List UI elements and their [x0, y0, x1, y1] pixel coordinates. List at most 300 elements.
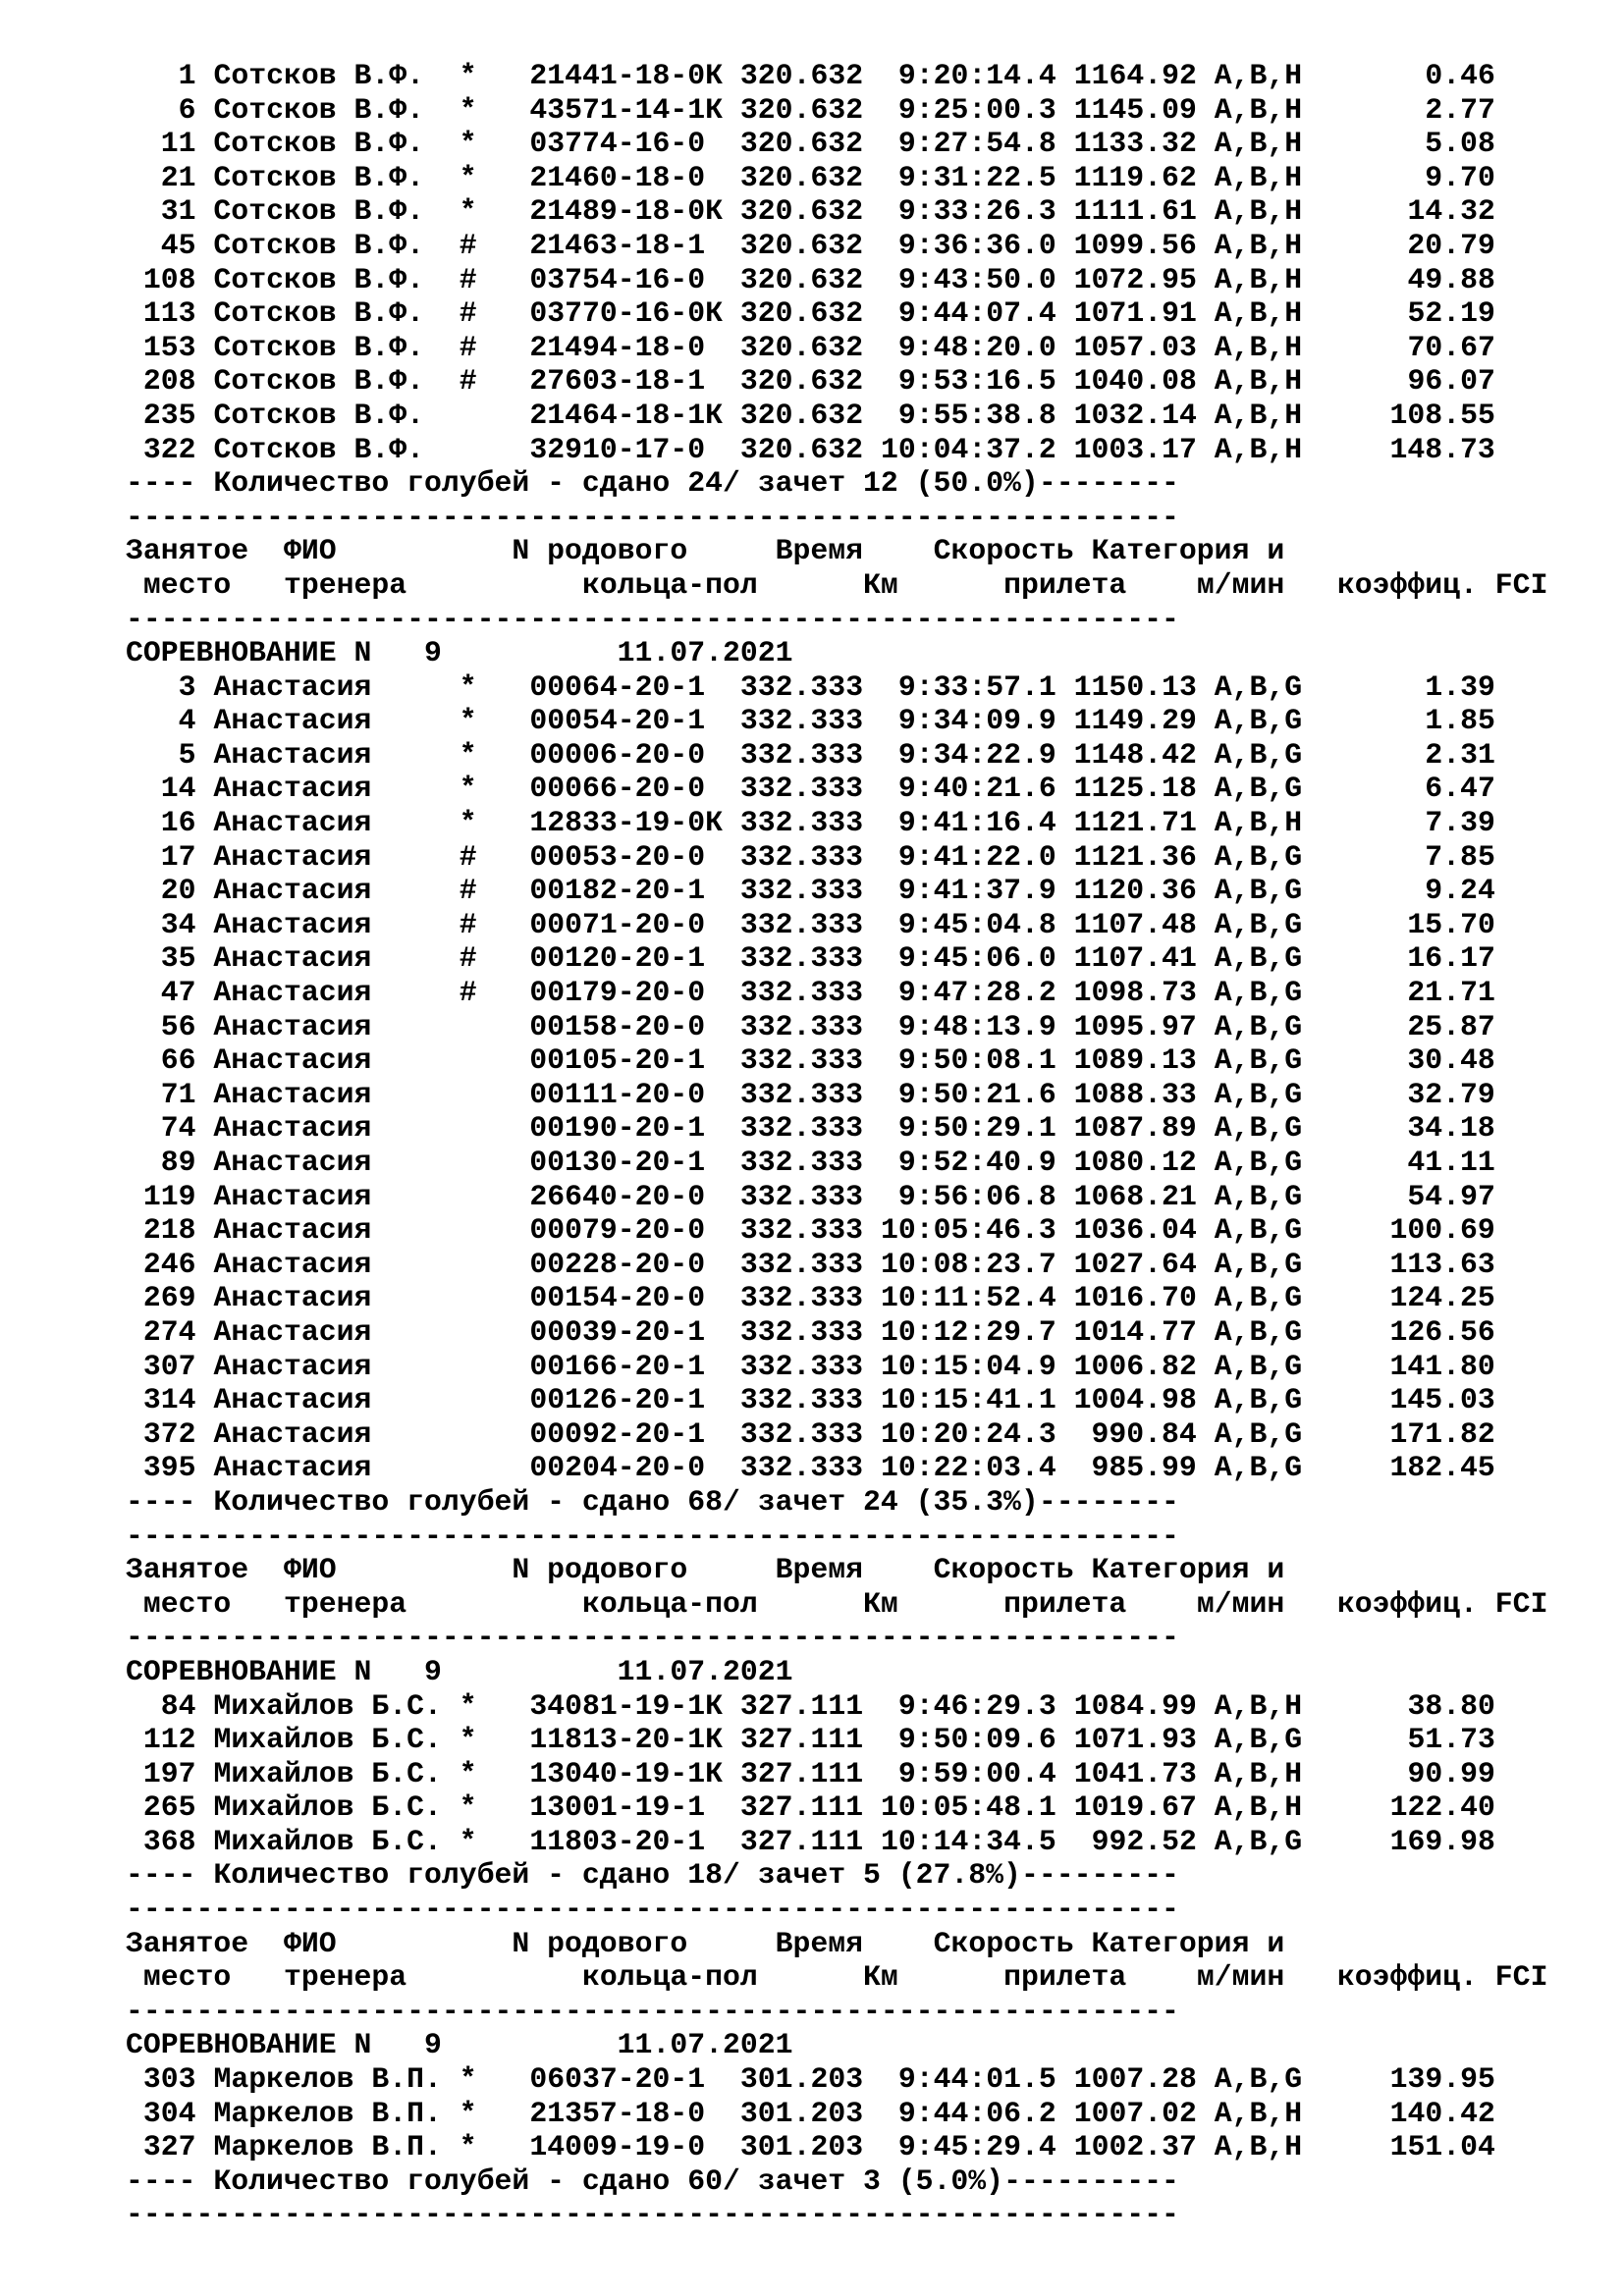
pad	[1056, 941, 1074, 975]
place: 14	[160, 772, 196, 806]
header-name: ФИО	[283, 534, 337, 568]
header-ring-2: кольца-пол	[581, 1586, 758, 1621]
pad	[863, 1213, 881, 1247]
trainer-name: Сотсков В.Ф.	[213, 364, 425, 399]
pad	[863, 941, 898, 975]
category: A,B,G	[1214, 737, 1303, 772]
gap	[196, 1281, 214, 1314]
pad	[126, 908, 161, 941]
gap	[1197, 1043, 1215, 1077]
gap	[1197, 399, 1215, 432]
pad	[126, 1010, 161, 1043]
pad	[424, 433, 460, 466]
result-row	[126, 1417, 1547, 1452]
pad	[371, 704, 459, 737]
pad	[863, 2062, 898, 2096]
pad	[126, 1383, 143, 1416]
header-row-2	[126, 568, 1547, 603]
pad	[1302, 1043, 1407, 1077]
speed: 990.84	[1091, 1416, 1197, 1451]
distance-km: 332.333	[739, 1077, 864, 1111]
pad	[863, 2097, 898, 2130]
gap	[196, 194, 214, 228]
gap	[196, 941, 214, 975]
pad	[1056, 2062, 1074, 2096]
pad	[460, 1146, 530, 1179]
gap	[1197, 941, 1215, 975]
ring-number: 00079-20-0	[529, 1213, 706, 1248]
gap	[1197, 704, 1215, 737]
result-row	[126, 2097, 1547, 2131]
pad	[1302, 1790, 1389, 1824]
gap	[1197, 874, 1215, 907]
arrival-time: 10:15:04.9	[880, 1349, 1056, 1383]
category: A,B,G	[1214, 1416, 1303, 1451]
header-time: Время	[775, 1553, 864, 1587]
fci-coefficient: 108.55	[1389, 398, 1495, 432]
fci-coefficient: 1.85	[1425, 704, 1495, 738]
distance-km: 320.632	[739, 194, 864, 229]
pad	[705, 670, 740, 704]
pad	[371, 840, 459, 874]
gap	[196, 704, 214, 737]
pad	[126, 1825, 143, 1858]
arrival-time: 9:46:29.3	[897, 1688, 1056, 1723]
pad	[371, 772, 459, 805]
speed: 1019.67	[1073, 1790, 1197, 1825]
pad	[705, 976, 740, 1009]
place: 304	[142, 2096, 196, 2130]
trainer-name: Анастасия	[213, 1009, 372, 1043]
ring-number: 00179-20-0	[529, 976, 706, 1010]
header-km: Км	[863, 1960, 898, 1995]
result-row	[126, 2130, 1547, 2164]
ring-number: 21460-18-0	[529, 160, 706, 194]
pad	[126, 1180, 143, 1213]
place: 56	[160, 1009, 196, 1043]
category: A,B,H	[1214, 296, 1303, 331]
speed: 1088.33	[1073, 1077, 1197, 1111]
pad	[477, 161, 530, 194]
speed: 1098.73	[1073, 976, 1197, 1010]
pad	[1056, 1078, 1074, 1111]
pad	[1056, 772, 1074, 805]
pad	[371, 874, 459, 907]
pad	[705, 1180, 740, 1213]
pad	[705, 364, 740, 398]
speed: 1071.91	[1073, 296, 1197, 331]
gap	[196, 2130, 214, 2163]
pad	[371, 670, 459, 704]
pad	[1056, 1383, 1074, 1416]
distance-km: 301.203	[739, 2062, 864, 2097]
header-speed: Скорость	[933, 1926, 1074, 1960]
distance-km: 332.333	[739, 1179, 864, 1213]
fci-coefficient: 16.17	[1407, 941, 1495, 976]
arrival-time: 9:31:22.5	[897, 160, 1056, 194]
trainer-name: Михайлов Б.С.	[213, 1824, 442, 1858]
pad	[1302, 364, 1407, 398]
place: 372	[142, 1416, 196, 1451]
pad	[1056, 908, 1074, 941]
trainer-name: Анастасия	[213, 669, 372, 704]
gap	[406, 568, 582, 602]
pad	[1056, 1213, 1074, 1247]
gap	[231, 1587, 284, 1621]
trainer-name: Михайлов Б.С.	[213, 1790, 442, 1825]
arrival-time: 9:48:13.9	[897, 1009, 1056, 1043]
dashed-separator: ------------------------------------------------------------	[126, 1519, 1179, 1553]
gap	[1074, 1553, 1092, 1586]
category: A,B,G	[1214, 874, 1303, 908]
pad	[1302, 941, 1407, 975]
pad	[371, 1451, 459, 1484]
result-row	[126, 1689, 1547, 1724]
result-row	[126, 1213, 1547, 1248]
pad	[723, 399, 740, 432]
place: 274	[142, 1314, 196, 1349]
gap	[196, 263, 214, 296]
arrival-time: 10:20:24.3	[880, 1416, 1056, 1451]
pad	[705, 1383, 740, 1416]
arrival-time: 9:59:00.4	[897, 1756, 1056, 1790]
category: A,B,G	[1214, 1247, 1303, 1281]
trainer-name: Анастасия	[213, 1146, 372, 1179]
gap	[1197, 1825, 1215, 1858]
fci-coefficient: 90.99	[1407, 1756, 1495, 1790]
gap	[196, 1315, 214, 1349]
place: 4	[178, 704, 196, 738]
place: 395	[142, 1451, 196, 1485]
gap	[126, 1587, 143, 1621]
mark: #	[459, 296, 477, 331]
header-category-2: коэффиц. FCI	[1336, 1960, 1548, 1995]
pad	[371, 1281, 459, 1314]
pad	[1056, 1180, 1074, 1213]
pad	[126, 2097, 143, 2130]
distance-km: 332.333	[739, 704, 864, 738]
place: 31	[160, 194, 196, 229]
pad	[705, 2097, 740, 2130]
pad	[1302, 806, 1425, 839]
pad	[1056, 670, 1074, 704]
arrival-time: 9:41:22.0	[897, 839, 1056, 874]
trainer-name: Анастасия	[213, 1213, 372, 1248]
header-km: Км	[863, 567, 898, 602]
distance-km: 332.333	[739, 874, 864, 908]
header-place: Занятое	[126, 534, 249, 568]
pad	[705, 433, 740, 466]
gap	[196, 161, 214, 194]
pad	[705, 1350, 740, 1383]
pad	[705, 2062, 740, 2096]
result-row	[126, 364, 1547, 399]
ring-number: 21464-18-1К	[529, 398, 724, 432]
pad	[1302, 976, 1407, 1009]
pad	[1056, 1689, 1074, 1723]
header-time: Время	[775, 1926, 864, 1960]
category: A,B,H	[1214, 432, 1303, 466]
header-category-2: коэффиц. FCI	[1336, 567, 1548, 602]
place: 303	[142, 2062, 196, 2097]
fci-coefficient: 139.95	[1389, 2062, 1495, 2097]
fci-coefficient: 182.45	[1389, 1451, 1495, 1485]
gap	[1197, 1790, 1215, 1824]
pad	[371, 806, 459, 839]
gap	[196, 1248, 214, 1281]
gap	[126, 568, 143, 602]
pad	[477, 840, 530, 874]
fci-coefficient: 54.97	[1407, 1179, 1495, 1213]
trainer-name: Анастасия	[213, 1451, 372, 1485]
ring-number: 13001-19-1	[529, 1790, 706, 1825]
gap	[1197, 738, 1215, 772]
mark: #	[459, 330, 477, 364]
distance-km: 320.632	[739, 127, 864, 161]
pad	[1302, 2130, 1389, 2163]
arrival-time: 9:36:36.0	[897, 228, 1056, 262]
ring-number: 00182-20-1	[529, 874, 706, 908]
pad	[126, 263, 143, 296]
trainer-name: Сотсков В.Ф.	[213, 296, 425, 331]
competition-title: СОРЕВНОВАНИЕ N 9	[126, 636, 442, 670]
pad	[126, 1281, 143, 1314]
pad	[126, 806, 161, 839]
gap	[1197, 1281, 1215, 1314]
category: A,B,H	[1214, 262, 1303, 296]
result-row	[126, 772, 1547, 806]
speed: 1002.37	[1073, 2130, 1197, 2164]
arrival-time: 10:08:23.7	[880, 1247, 1056, 1281]
place: 113	[142, 296, 196, 331]
gap	[863, 1927, 934, 1960]
mark: *	[459, 669, 477, 704]
pad	[1056, 704, 1074, 737]
pad	[863, 433, 881, 466]
place: 314	[142, 1383, 196, 1417]
gap	[1126, 1587, 1197, 1621]
category: A,B,H	[1214, 1790, 1303, 1825]
gap	[1197, 2130, 1215, 2163]
category: A,B,H	[1214, 228, 1303, 262]
pad	[1056, 1010, 1074, 1043]
category: A,B,G	[1214, 839, 1303, 874]
pad	[1056, 976, 1074, 1009]
ring-number: 32910-17-0	[529, 432, 706, 466]
result-row	[126, 93, 1547, 128]
ring-number: 00054-20-1	[529, 704, 706, 738]
distance-km: 332.333	[739, 669, 864, 704]
pad	[863, 1281, 881, 1314]
distance-km: 332.333	[739, 1416, 864, 1451]
pad	[1056, 1757, 1074, 1790]
gap	[196, 840, 214, 874]
pad	[1302, 1248, 1389, 1281]
trainer-name: Анастасия	[213, 1247, 372, 1281]
competition-title-row	[126, 636, 1547, 670]
category: A,B,G	[1214, 1824, 1303, 1858]
pad	[371, 1213, 459, 1247]
pad	[1056, 806, 1074, 839]
place: 45	[160, 228, 196, 262]
header-place: Занятое	[126, 1926, 249, 1960]
arrival-time: 9:33:26.3	[897, 194, 1056, 229]
mark: *	[459, 1723, 477, 1757]
category: A,B,G	[1214, 1179, 1303, 1213]
gap	[758, 568, 863, 602]
distance-km: 320.632	[739, 398, 864, 432]
result-row	[126, 1757, 1547, 1791]
category: A,B,G	[1214, 976, 1303, 1010]
competition-date: 11.07.2021	[617, 2028, 793, 2062]
ring-number: 21441-18-0К	[529, 59, 724, 92]
gap	[337, 1553, 513, 1586]
pad	[477, 296, 530, 330]
gap	[406, 1587, 582, 1621]
pad	[477, 194, 530, 228]
gap	[196, 399, 214, 432]
pad	[863, 840, 898, 874]
place: 153	[142, 330, 196, 364]
arrival-time: 9:40:21.6	[897, 772, 1056, 806]
pad	[863, 1451, 881, 1484]
pad	[477, 908, 530, 941]
mark: *	[459, 59, 477, 92]
arrival-time: 9:45:06.0	[897, 941, 1056, 976]
pad	[460, 1180, 530, 1213]
pad	[477, 2062, 530, 2096]
pad	[705, 874, 740, 907]
gap	[196, 772, 214, 805]
result-row	[126, 59, 1547, 93]
pad	[1056, 1248, 1074, 1281]
fci-coefficient: 30.48	[1407, 1043, 1495, 1078]
pad	[863, 738, 898, 772]
result-row	[126, 127, 1547, 161]
pad	[477, 364, 530, 398]
pad	[1302, 1757, 1407, 1790]
pad	[705, 840, 740, 874]
mark: #	[459, 976, 477, 1010]
pad	[424, 263, 460, 296]
fci-coefficient: 5.08	[1425, 127, 1495, 161]
result-row	[126, 1451, 1547, 1485]
header-row-2	[126, 1960, 1547, 1995]
pad	[705, 1315, 740, 1349]
gap	[1197, 1383, 1215, 1416]
speed: 1145.09	[1073, 92, 1197, 127]
pad	[126, 364, 143, 398]
gap	[687, 1927, 775, 1960]
results-report	[126, 59, 1547, 2232]
header-name-2: тренера	[283, 1960, 407, 1995]
gap	[196, 1180, 214, 1213]
pad	[863, 1417, 881, 1451]
pad	[1302, 1350, 1389, 1383]
ring-number: 27603-18-1	[529, 364, 706, 399]
gap	[1284, 568, 1337, 602]
summary-text: ---- Количество голубей - сдано 60/ зачет 3 (5.0%)	[126, 2163, 1004, 2198]
pad	[863, 1350, 881, 1383]
pad	[705, 1825, 740, 1858]
pad	[1056, 738, 1074, 772]
competition-title: СОРЕВНОВАНИЕ N 9	[126, 2028, 442, 2062]
distance-km: 332.333	[739, 976, 864, 1010]
category: A,B,H	[1214, 194, 1303, 229]
pad	[126, 772, 161, 805]
pad	[126, 59, 179, 92]
gap	[196, 433, 214, 466]
pad	[1056, 364, 1074, 398]
distance-km: 320.632	[739, 228, 864, 262]
pad	[1302, 1383, 1389, 1416]
pad	[863, 127, 898, 160]
gap	[196, 1111, 214, 1145]
pad	[863, 59, 898, 92]
ring-number: 14009-19-0	[529, 2130, 706, 2164]
speed: 1149.29	[1073, 704, 1197, 738]
trainer-name: Анастасия	[213, 941, 372, 976]
arrival-time: 10:05:48.1	[880, 1790, 1056, 1825]
pad	[460, 1043, 530, 1077]
gap	[1197, 161, 1215, 194]
category: A,B,G	[1214, 2062, 1303, 2097]
speed: 1040.08	[1073, 364, 1197, 399]
pad	[1056, 1723, 1074, 1756]
gap	[196, 1790, 214, 1824]
pad	[126, 229, 161, 262]
header-place-2: место	[142, 1586, 232, 1621]
pad	[126, 874, 161, 907]
speed: 1014.77	[1073, 1314, 1197, 1349]
category: A,B,H	[1214, 330, 1303, 364]
header-speed: Скорость	[933, 534, 1074, 568]
gap	[126, 1960, 143, 1994]
mark: #	[459, 364, 477, 399]
speed: 1164.92	[1073, 59, 1197, 92]
arrival-time: 9:56:06.8	[897, 1179, 1056, 1213]
pad	[126, 840, 161, 874]
pad	[126, 704, 179, 737]
pad	[1302, 1010, 1407, 1043]
pad	[442, 1689, 460, 1723]
trainer-name: Анастасия	[213, 1349, 372, 1383]
gap	[1197, 1213, 1215, 1247]
pad	[424, 399, 460, 432]
speed: 1007.02	[1073, 2096, 1197, 2130]
pad	[705, 2130, 740, 2163]
pad	[126, 1350, 143, 1383]
ring-number: 00053-20-0	[529, 839, 706, 874]
result-row	[126, 840, 1547, 875]
trainer-name: Сотсков В.Ф.	[213, 398, 425, 432]
summary-text: ---- Количество голубей - сдано 18/ зачет 5 (27.8%)	[126, 1858, 1021, 1893]
fci-coefficient: 122.40	[1389, 1790, 1495, 1825]
fci-coefficient: 151.04	[1389, 2130, 1495, 2164]
gap	[196, 738, 214, 772]
gap	[196, 1350, 214, 1383]
summary-line	[126, 1858, 1547, 1893]
category: A,B,G	[1214, 907, 1303, 941]
pad	[1302, 1078, 1407, 1111]
pad	[126, 2130, 143, 2163]
gap	[442, 2028, 618, 2061]
distance-km: 327.111	[739, 1688, 864, 1723]
gap	[196, 976, 214, 1009]
pad	[863, 976, 898, 1009]
gap	[1197, 806, 1215, 839]
trainer-name: Сотсков В.Ф.	[213, 432, 425, 466]
